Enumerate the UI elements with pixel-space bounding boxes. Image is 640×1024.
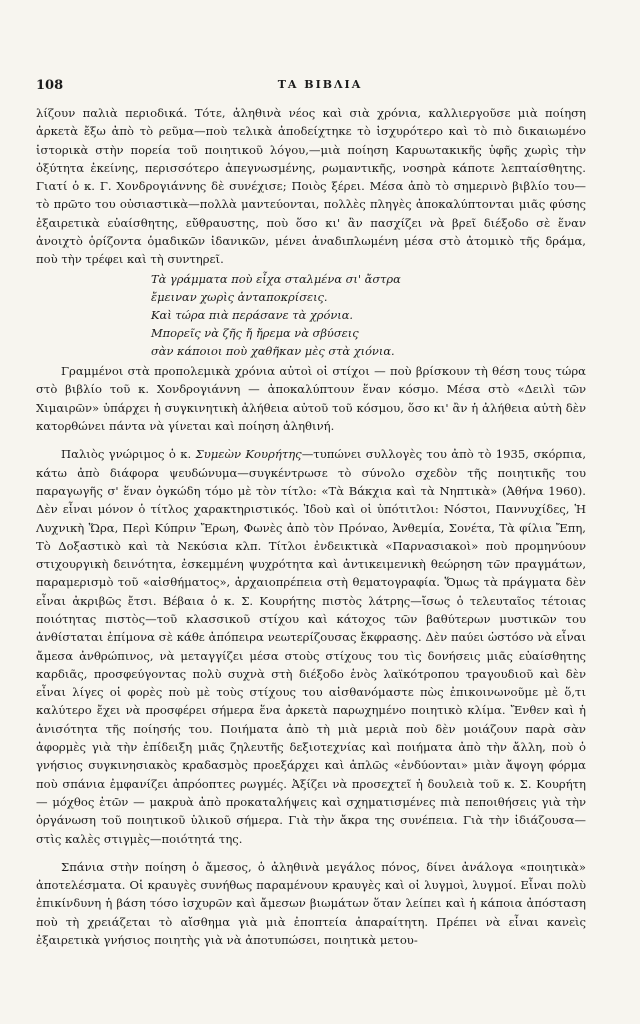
page-number: 108	[36, 78, 64, 93]
paragraph-1: λίζουν παλιὰ περιοδικά. Τότε, ἀληθινὰ νέος καὶ σιὰ χρόνια, καλλιεργοῦσε μιὰ ποίηση ἀρκετὰ ἔξω ἀπὸ τὸ ρεῦμα—ποὺ τελικὰ ἀποδείχτηκε τὸ ἰσχυρότερο καὶ τὸ πιὸ δικαιωμένο ἱστορικὰ στὴν πορεία τοῦ ποιητικοῦ λόγου,—μιὰ ποίηση Καρυωτακικῆς ὑφῆς χωρὶς τὴν ὀξύτητα ἐκείνης, περισσότερο ἀπεγνωσμένης, ρωμαντικῆς, νοσηρὰ κάποτε λεπταίσθητης. Γιατί ὁ κ. Γ. Χονδρογιάννης δὲ συνέχισε; Ποιὸς ξέρει. Μέσα ἀπὸ τὸ σημερινὸ βιβλίο του— τὸ πρῶτο του οὐσιαστικὰ—πολλὰ μαντεύονται, πολλὲς πληγὲς ἀποκαλύπτονται μιᾶς φύσης ἐξαιρετικὰ εὐαίσθητης, εὔθραυστης, ποὺ ὅσο κι' ἂν πασχίζει νὰ βρεῖ διέξοδο σὲ ἕναν ἀνοιχτὸ ὁρίζοντα ὁμαδικῶν ἰδανικῶν, μένει ἀναδιπλωμένη μέσα στὸ ἀτομικὸ τῆς δράμα, ποὺ τὴν τρέφει καὶ τὴ συντηρεῖ.	[36, 106, 586, 267]
poem-line: Τὰ γράμματα ποὺ εἶχα σταλμένα σι' ἄστρα	[151, 271, 401, 286]
paragraph-3-lead: Παλιὸς γνώριμος ὁ κ.	[61, 447, 196, 462]
poem-line: Καὶ τώρα πιὰ περάσανε τὰ χρόνια.	[151, 307, 354, 322]
running-head: ΤΑ ΒΙΒΛΙΑ	[277, 78, 363, 91]
paragraph-3-text: —τυπώνει συλλογὲς του ἀπὸ τὸ 1935, σκόρπια, κάτω ἀπὸ διάφορα ψευδώνυμα—συγκέντρωσε τὸ σύνολο σχεδὸν τῆς ποιητικῆς του παραγωγῆς σ' ἕναν ὀγκώδη τόμο μὲ τὸν τίτλο: «Τὰ Βάκχια καὶ τὰ Νηπτικὰ» (Ἀθήνα 1960). Δὲν εἶναι μόνον ὁ τίτλος χαρακτηριστικός. Ἰδοὺ καὶ οἱ ὑπότιτλοι: Νόστοι, Παννυχίδες, Ἡ Λυχνικὴ Ὥρα, Περὶ Κύπριν Ἔρωη, Φωνὲς ἀπὸ τὸν Πρόναο, Ἀνθεμία, Σονέτα, Τὰ φίλια Ἔπη, Τὸ Δοξαστικὸ καὶ τὰ Νεκύσια κλπ. Τίτλοι ἐνδεικτικὰ «Παρνασιακοὶ» ποὺ προμηνύουν στιχουργικὴ δεινότητα, ἐσκεμμένη ψυχρότητα καὶ ἀντικειμενικὴ θεώρηση τῶν πραγμάτων, παραμερισμὸ τοῦ «αἰσθήματος», ἀρχαιοπρέπεια στὴ θεματογραφία. Ὅμως τὰ πράγματα δὲν εἶναι ἀκριβῶς ἔτσι. Βέβαια ὁ κ. Σ. Κουρήτης πιστὸς λάτρης—ἴσως ὁ τελευταῖος τέτοιας ποιότητας πιστὸς—τοῦ κλασσικοῦ στίχου καὶ κάτοχος τῶν βαθύτερων μυστικῶν του ἀνθίσταται ἐπίμονα σὲ κάθε ἀπόπειρα νεωτερίζουσας ἔκφρασης. Δὲν παύει ὡστόσο νὰ εἶναι ἄμεσα ἀνθρώπινος, νὰ μεταγγίζει μέσα στοὺς στίχους του τὶς δονήσεις μιᾶς εὐαίσθητης καρδιᾶς, προσφεύγοντας πολὺ συχνὰ στὴ διέξοδο ἑνὸς λαϊκότροπου τραγουδιοῦ καὶ δὲν εἶναι λίγες οἱ φορὲς ποὺ μὲ τοὺς στίχους του αἰσθανόμαστε πὼς ἐπικοινωνοῦμε μὲ ὅ,τι καλύτερο ἔχει νὰ προσφέρει σήμερα ἕνα ἀρκετὰ παρωχημένο ποιητικὸ κλίμα. Ἔνθεν καὶ ἡ ἀνισότητα τῆς ποίησής του. Ποιήματα ἀπὸ τὴ μιὰ μεριὰ ποὺ δὲν μοιάζουν παρὰ σὰν ἀφορμὲς γιὰ τὴν ἐπίδειξη μιᾶς ζηλευτῆς δεξιοτεχνίας καὶ ποιήματα ἀπὸ τὴν ἄλλη, ποὺ ὁ γνήσιος συγκινησιακὸς κραδασμὸς προεξάρχει καὶ ἁπλῶς «ἐνδύονται» μιὰν ἄψογη φόρμα ποὺ σπάνια ἐμφανίζει ἀπρόοπτες ρωγμές. Ἀξίζει νὰ προσεχτεῖ ἡ δουλειὰ τοῦ κ. Σ. Κουρήτη — μόχθος ἐτῶν — μακρυὰ ἀπὸ προκαταλήψεις καὶ σχηματισμένες πιὰ πεποιθήσεις γιὰ τὴν ὀργάνωση τοῦ ποιητικοῦ ὑλικοῦ σήμερα. Γιὰ τὴν ἄκρα της συνέπεια. Γιὰ τὴν ἰδιάζουσα—στὶς καλὲς στιγμὲς—ποιότητά της.	[36, 447, 587, 846]
paragraph-2: Γραμμένοι στὰ προπολεμικὰ χρόνια αὐτοὶ οἱ στίχοι — ποὺ βρίσκουν τὴ θέση τους τώρα στὸ βιβλίο τοῦ κ. Χονδρογιάννη — ἀποκαλύπτουν ἕναν κόσμο. Μέσα στὸ «Δειλὶ τῶν Χιμαιρῶν» ὑπάρχει ἡ συγκινητικὴ ἀλήθεια αὐτοῦ τοῦ κόσμου, ὅσο κι' ἂν ἡ ἀλήθεια αὐτὴ δὲν κατορθώνει πάντα νὰ γίνεται καὶ ποίηση ἀληθινή.	[36, 364, 586, 434]
poem-quote	[151, 270, 586, 360]
poem-line: ἔμειναν χωρὶς ἀνταποκρίσεις.	[151, 289, 328, 304]
paragraph-3	[36, 445, 586, 848]
paragraph-4: Σπάνια στὴν ποίηση ὁ ἄμεσος, ὁ ἀληθινὰ μεγάλος πόνος, δίνει ἀνάλογα «ποιητικὰ» ἀποτελέσματα. Οἱ κραυγὲς συνήθως παραμένουν κραυγὲς καὶ οἱ λυγμοὶ, λυγμοί. Εἶναι πολὺ ἐπικίνδυνη ἡ βάση τόσο ἰσχυρῶν καὶ ἄμεσων βιωμάτων ὅταν λείπει καὶ ἡ κάποια ἀπόσταση ποὺ τὴ χρειάζεται τὸ αἴσθημα γιὰ μιὰ ἐποπτεία ἀπαραίτητη. Πρέπει νὰ εἶναι κανεὶς ἐξαιρετικὰ γνήσιος ποιητὴς γιὰ νὰ ἀποτυπώσει, ποιητικὰ μετου-	[36, 859, 586, 948]
article-body	[36, 104, 586, 949]
author-name: Συμεὼν Κουρήτης	[195, 447, 302, 462]
poem-line: Μπορεῖς νὰ ζῆς ἤ ἤρεμα νὰ σβύσεις	[151, 325, 359, 340]
poem-line: σὰν κάποιοι ποὺ χαθῆκαν μὲς στὰ χιόνια.	[151, 344, 395, 359]
